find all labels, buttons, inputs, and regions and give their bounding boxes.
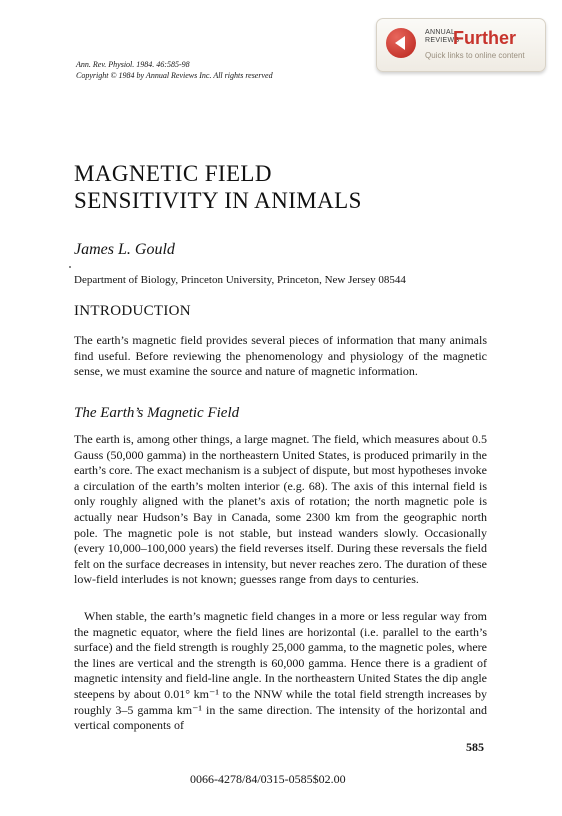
journal-header — [76, 59, 273, 81]
subsection-heading: The Earth’s Magnetic Field — [74, 405, 240, 421]
section-heading-introduction: INTRODUCTION — [74, 303, 191, 319]
further-logo-word: Further — [453, 28, 516, 48]
author-name: James L. Gould — [74, 241, 175, 258]
further-annual-label: ANNUAL — [425, 29, 456, 36]
margin-mark — [69, 266, 71, 268]
page-number: 585 — [466, 740, 484, 754]
back-arrow-circle-icon — [386, 28, 416, 58]
body-paragraph-1: The earth is, among other things, a large magnet. The field, which measures about 0.5 Gauss (50,000 gamma) in the northeastern United States, is produced primarily in the earth’s core. The exact mechanism is a subject of dispute, but most hypotheses invoke a circulation of the earth’s molten interior (e.g. 68). The axis of this internal field is only roughly aligned with the planet’s axis of rotation; the north magnetic pole is actually near Hudson’s Bay in Canada, some 2300 km from the geographic north pole. The magnetic pole is not stable, but instead wanders slowly. Occasionally (every 10,000–100,000 years) the field reverses itself. During these reversals the field felt on the surface decreases in intensity, but never reaches zero. The duration of these low-field interludes is not known; guesses range from days to centuries. — [74, 432, 487, 587]
title-line-1: MAGNETIC FIELD — [74, 161, 272, 186]
intro-paragraph: The earth’s magnetic field provides several pieces of information that many animals find useful. Before reviewing the phenomenology and physiology of the magnetic sense, we must examine the source and nature of magnetic information. — [74, 333, 487, 379]
journal-copyright: Copyright © 1984 by Annual Reviews Inc. All rights reserved — [76, 71, 273, 80]
title-line-2: SENSITIVITY IN ANIMALS — [74, 188, 362, 213]
further-badge-button[interactable] — [376, 18, 546, 72]
further-reviews-label: REVIEWS — [425, 37, 460, 44]
journal-citation: Ann. Rev. Physiol. 1984. 46:585-98 — [76, 60, 190, 69]
further-tagline: Quick links to online content — [425, 51, 525, 60]
footer-code: 0066-4278/84/0315-0585$02.00 — [190, 772, 346, 786]
article-title — [74, 160, 362, 214]
body-paragraph-2: When stable, the earth’s magnetic field changes in a more or less regular way from the magnetic equator, where the field lines are horizontal (i.e. parallel to the earth’s surface) and the field strength is roughly 25,000 gamma, to the magnetic poles, where the lines are vertical and the strength is 60,000 gamma. Hence there is a gradient of magnetic intensity and field-line angle. In the northeastern United States the dip angle steepens by about 0.01° km⁻¹ to the NNW while the total field strength increases by roughly 3–5 gamma km⁻¹ in the same direction. The intensity of the horizontal and vertical components of — [74, 609, 487, 733]
author-affiliation: Department of Biology, Princeton University, Princeton, New Jersey 08544 — [74, 274, 406, 286]
